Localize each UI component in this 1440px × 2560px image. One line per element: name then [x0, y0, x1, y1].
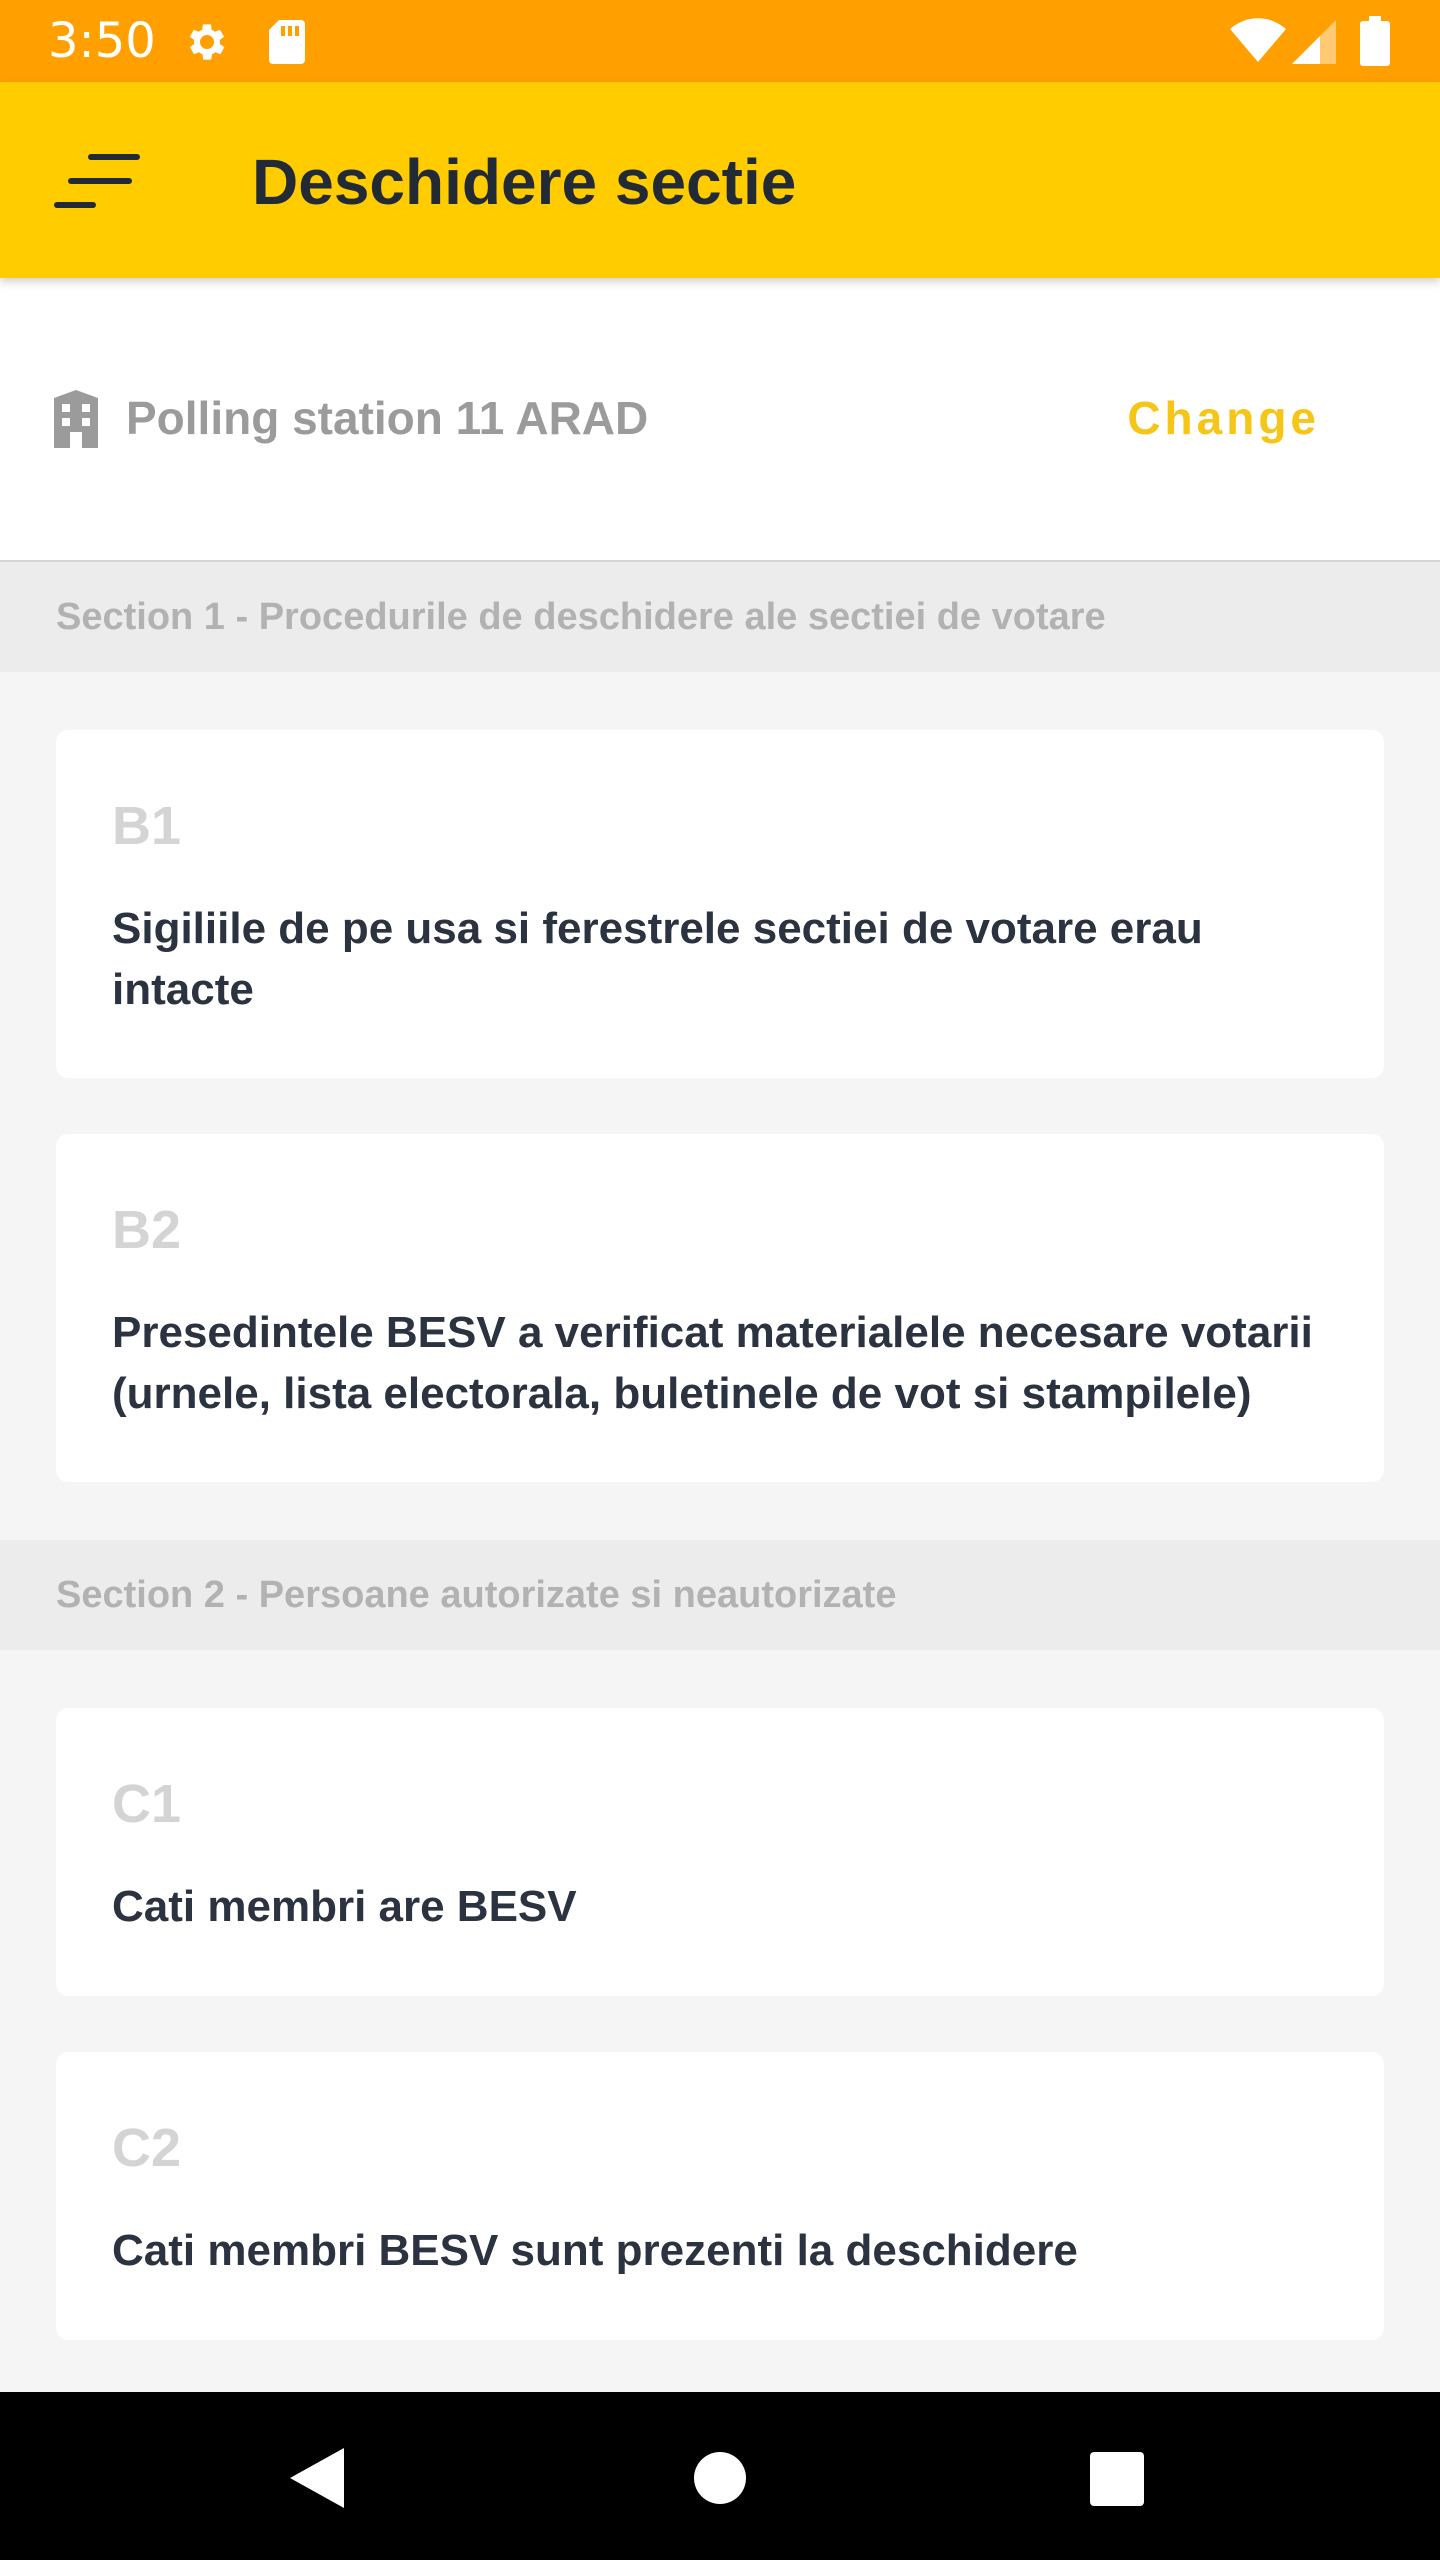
system-navigation-bar: [0, 2392, 1440, 2560]
gear-icon: [183, 18, 231, 66]
question-text: Cati membri BESV sunt prezenti la deschidere: [112, 2226, 1078, 2275]
question-code: C1: [112, 1774, 182, 1834]
status-bar: [0, 0, 1440, 82]
polling-station-name: Polling station 11 ARAD: [126, 392, 649, 444]
question-text: Cati membri are BESV: [112, 1882, 577, 1931]
question-code: C2: [112, 2118, 182, 2178]
sd-card-icon: [266, 18, 308, 66]
question-card-b2[interactable]: [56, 1134, 1384, 1482]
menu-icon[interactable]: [54, 152, 142, 210]
app-bar: [0, 82, 1440, 278]
status-time: 3:50: [48, 13, 156, 69]
question-card-b1[interactable]: [56, 730, 1384, 1078]
section-title: Section 1 - Procedurile de deschidere ale sectiei de votare: [56, 596, 1106, 638]
back-icon[interactable]: [290, 2448, 344, 2508]
question-text: Presedintele BESV a verificat materialele necesare votarii (urnele, lista electorala, buletinele de vot si stampilele): [112, 1308, 1313, 1418]
battery-icon: [1360, 16, 1390, 66]
question-card-c1[interactable]: [56, 1708, 1384, 1996]
polling-station-bar: [0, 278, 1440, 562]
section-title: Section 2 - Persoane autorizate si neautorizate: [56, 1574, 897, 1616]
section-header: [0, 1540, 1440, 1650]
signal-icon: [1292, 18, 1336, 64]
question-text: Sigiliile de pe usa si ferestrele sectiei de votare erau intacte: [112, 904, 1203, 1014]
wifi-icon: [1230, 18, 1286, 64]
question-code: B1: [112, 796, 182, 856]
page-title: Deschidere sectie: [252, 146, 797, 218]
section-header: [0, 562, 1440, 672]
home-icon[interactable]: [694, 2452, 746, 2504]
question-card-c2[interactable]: [56, 2052, 1384, 2340]
building-icon: [54, 390, 98, 448]
recents-icon[interactable]: [1090, 2452, 1144, 2506]
question-code: B2: [112, 1200, 182, 1260]
change-station-button[interactable]: Change: [1127, 392, 1320, 444]
